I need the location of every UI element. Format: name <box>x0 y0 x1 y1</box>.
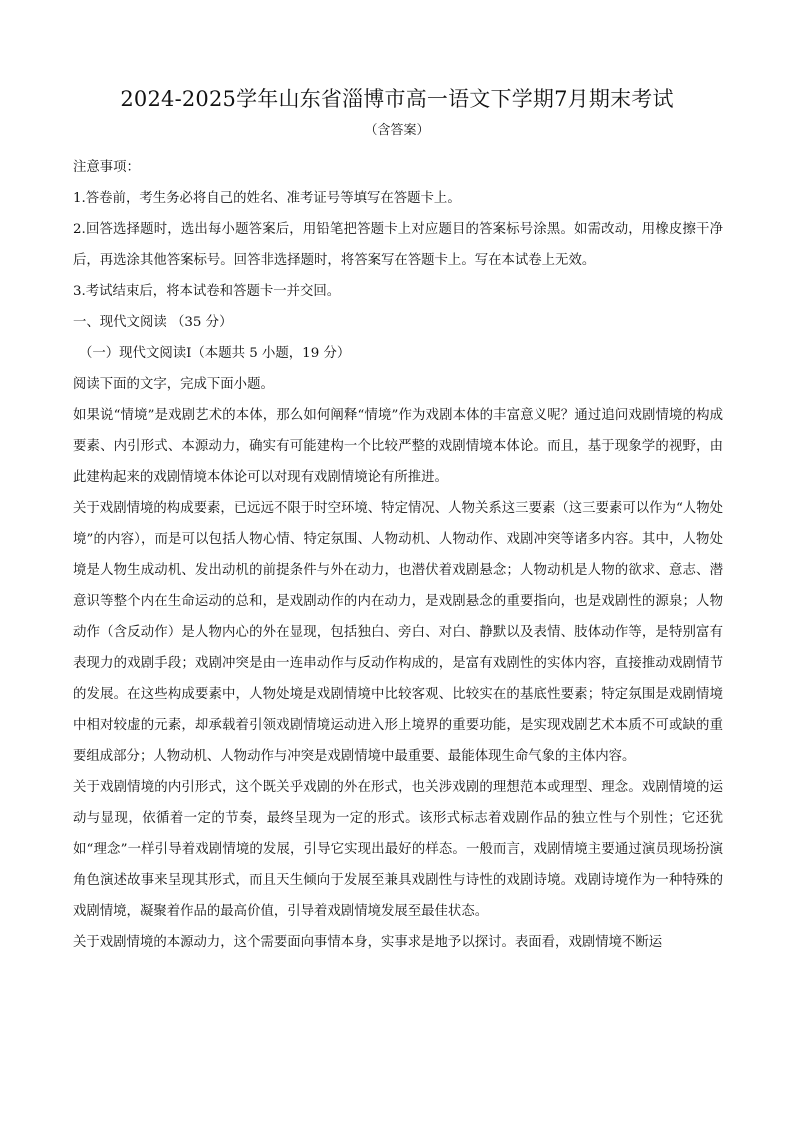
subsection-heading: （一）现代文阅读Ⅰ（本题共 5 小题，19 分） <box>79 346 351 361</box>
notice-item-2: 2.回答选择题时，选出每小题答案后，用铅笔把答题卡上对应题目的答案标号涂黑。如需改动，用橡皮擦干净后，再选涂其他答案标号。回答非选择题时，将答案写在答题卡上。写在本试卷上无效。 <box>73 222 723 268</box>
passage-paragraph-3: 关于戏剧情境的内引形式，这个既关乎戏剧的外在形式，也关涉戏剧的理想范本或理型、理念。戏剧情境的运动与显现，依循着一定的节奏，最终呈现为一定的形式。该形式标志着戏剧作品的独立性与个别性；它还犹如“理念”一样引导着戏剧情境的发展，引导它实现出最好的样态。一般而言，戏剧情境主要通过演员现场扮演角色演述故事来呈现其形式，而且天生倾向于发展至兼具戏剧性与诗性的戏剧诗境。戏剧诗境作为一种特殊的戏剧情境，凝聚着作品的最高价值，引导着戏剧情境发展至最佳状态。 <box>73 780 723 919</box>
notice-heading: 注意事项： <box>73 160 140 175</box>
reading-instruction: 阅读下面的文字，完成下面小题。 <box>73 377 274 392</box>
passage-paragraph-1: 如果说“情境”是戏剧艺术的本体，那么如何阐释“情境”作为戏剧本体的丰富意义呢？通过追问戏剧情境的构成要素、内引形式、本源动力，确实有可能建构一个比较严整的戏剧情境本体论。而且，基于现象学的视野，由此建构起来的戏剧情境本体论可以对现有戏剧情境论有所推进。 <box>73 408 723 485</box>
notice-item-1: 1.答卷前，考生务必将自己的姓名、准考证号等填写在答题卡上。 <box>73 191 461 206</box>
passage-paragraph-4: 关于戏剧情境的本源动力，这个需要面向事情本身，实事求是地予以探讨。表面看，戏剧情境不断运 <box>73 935 663 950</box>
notice-item-3: 3.考试结束后，将本试卷和答题卡一并交回。 <box>73 284 341 299</box>
document-body <box>73 152 723 958</box>
section-heading: 一、现代文阅读 （35 分） <box>73 315 233 330</box>
document-subtitle: （含答案） <box>364 123 430 138</box>
document-title: 2024-2025学年山东省淄博市高一语文下学期7月期末考试 <box>120 87 674 111</box>
passage-paragraph-2: 关于戏剧情境的构成要素，已远远不限于时空环境、特定情况、人物关系这三要素（这三要素可以作为“人物处境”的内容），而是可以包括人物心情、特定氛围、人物动机、人物动作、戏剧冲突等诸多内容。其中，人物处境是人物生成动机、发出动机的前提条件与外在动力，也潜伏着戏剧悬念；人物动机是人物的欲求、意志、潜意识等整个内在生命运动的总和，是戏剧动作的内在动力，是戏剧悬念的重要指向，也是戏剧性的源泉；人物动作（含反动作）是人物内心的外在显现，包括独白、旁白、对白、静默以及表情、肢体动作等，是特别富有表现力的戏剧手段；戏剧冲突是由一连串动作与反动作构成的，是富有戏剧性的实体内容，直接推动戏剧情节的发展。在这些构成要素中，人物处境是戏剧情境中比较客观、比较实在的基底性要素；特定氛围是戏剧情境中相对较虚的元素，却承载着引领戏剧情境运动进入形上境界的重要功能，是实现戏剧艺术本质不可或缺的重要组成部分；人物动机、人物动作与冲突是戏剧情境中最重要、最能体现生命气象的主体内容。 <box>73 501 723 764</box>
